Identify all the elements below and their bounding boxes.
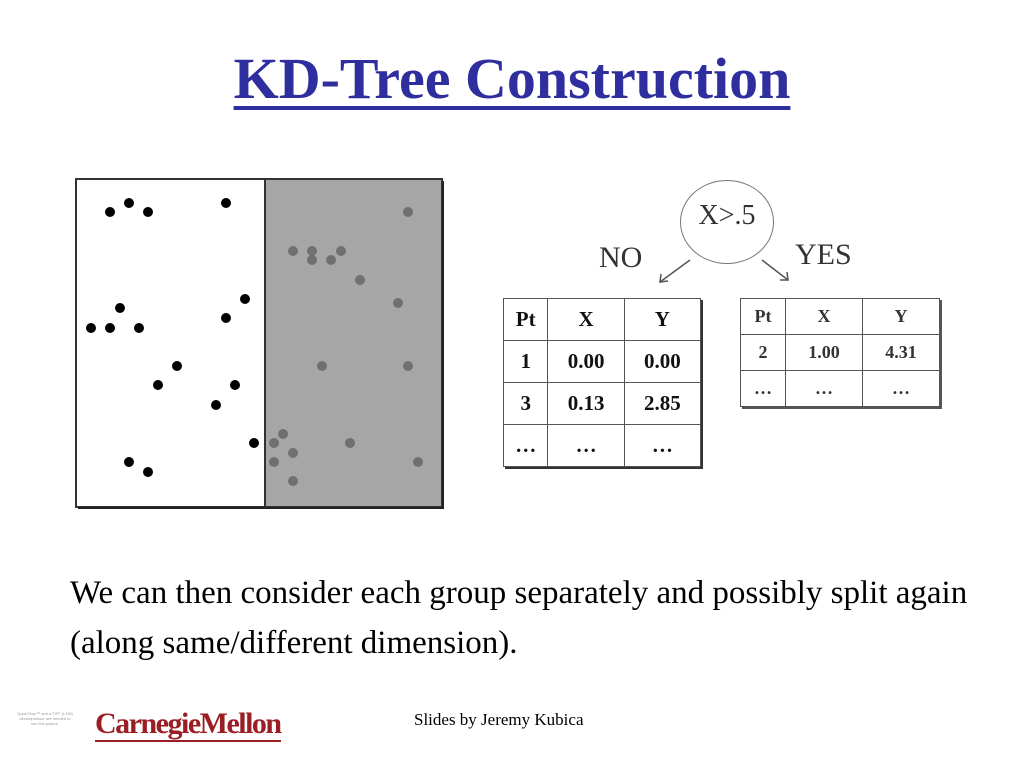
header-x: X	[548, 299, 624, 341]
right-group-point	[288, 448, 298, 458]
left-group-point	[143, 467, 153, 477]
table-no-branch	[503, 298, 701, 467]
right-group-point	[345, 438, 355, 448]
right-group-point	[393, 298, 403, 308]
cell-pt: …	[504, 425, 548, 467]
right-group-point	[269, 438, 279, 448]
quicktime-placeholder-note: QuickTime™ and a TIFF (LZW) decompressor are needed to see this picture.	[17, 711, 73, 726]
header-y: Y	[624, 299, 700, 341]
cell-pt: 2	[741, 335, 786, 371]
right-group-point	[317, 361, 327, 371]
table-row	[504, 383, 701, 425]
table-row	[741, 335, 940, 371]
left-group-point	[211, 400, 221, 410]
left-group-point	[105, 207, 115, 217]
arrow-yes	[762, 260, 788, 280]
header-pt: Pt	[741, 299, 786, 335]
cell-x: 1.00	[786, 335, 863, 371]
arrow-no	[660, 260, 690, 282]
table-header-row	[504, 299, 701, 341]
left-group-point	[124, 457, 134, 467]
cell-x: 0.13	[548, 383, 624, 425]
left-group-point	[134, 323, 144, 333]
carnegie-mellon-logo: CarnegieMellon	[95, 707, 281, 740]
right-group-point	[307, 246, 317, 256]
split-node-label: X>.5	[698, 200, 756, 231]
right-group-point	[288, 246, 298, 256]
left-group-point	[105, 323, 115, 333]
left-group-point	[221, 313, 231, 323]
right-group-point	[355, 275, 365, 285]
right-group-point	[413, 457, 423, 467]
table-header-row	[741, 299, 940, 335]
right-group-point	[288, 476, 298, 486]
left-group-point	[86, 323, 96, 333]
branch-no-label: NO	[599, 241, 643, 274]
right-group-point	[307, 255, 317, 265]
slide-title: KD-Tree Construction	[233, 46, 791, 111]
right-group-point	[336, 246, 346, 256]
cell-y: …	[624, 425, 700, 467]
right-group-point	[269, 457, 279, 467]
cell-pt: 3	[504, 383, 548, 425]
branch-yes-label: YES	[795, 238, 852, 271]
left-group-point	[230, 380, 240, 390]
table-row	[504, 341, 701, 383]
left-group-point	[249, 438, 259, 448]
table-row	[504, 425, 701, 467]
left-group-point	[143, 207, 153, 217]
left-group-point	[115, 303, 125, 313]
cell-y: 4.31	[862, 335, 939, 371]
cell-x: 0.00	[548, 341, 624, 383]
body-text: We can then consider each group separately and possibly split again (along same/different dimension).	[70, 575, 968, 662]
table-row	[741, 371, 940, 407]
table-yes-branch	[740, 298, 940, 407]
right-group-point	[403, 207, 413, 217]
header-pt: Pt	[504, 299, 548, 341]
header-x: X	[786, 299, 863, 335]
left-group-point	[124, 198, 134, 208]
slide-credit: Slides by Jeremy Kubica	[414, 710, 584, 729]
cell-pt: …	[741, 371, 786, 407]
right-group-point	[403, 361, 413, 371]
scatter-plot	[72, 175, 452, 515]
cell-y: …	[862, 371, 939, 407]
cell-x: …	[786, 371, 863, 407]
header-y: Y	[862, 299, 939, 335]
cell-pt: 1	[504, 341, 548, 383]
left-group-point	[153, 380, 163, 390]
cell-y: 0.00	[624, 341, 700, 383]
right-group-point	[278, 429, 288, 439]
cell-x: …	[548, 425, 624, 467]
right-group-point	[326, 255, 336, 265]
left-group-point	[240, 294, 250, 304]
cell-y: 2.85	[624, 383, 700, 425]
tree-arrows	[640, 240, 800, 290]
left-group-point	[172, 361, 182, 371]
left-group-point	[221, 198, 231, 208]
